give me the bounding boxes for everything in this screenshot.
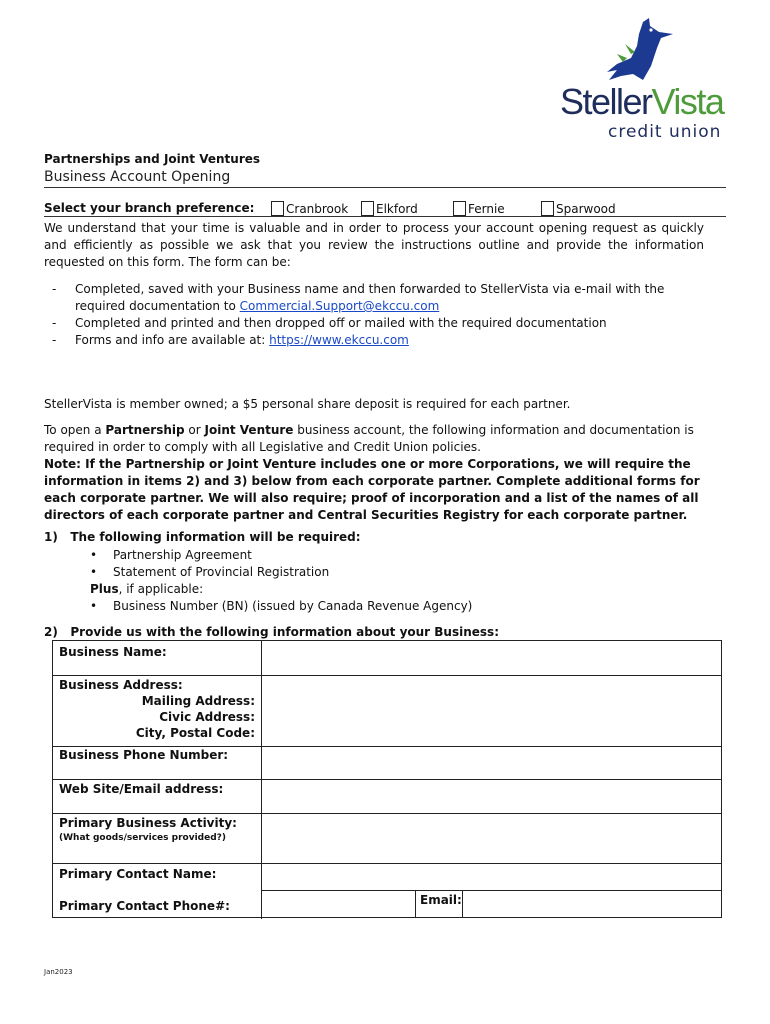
method-email-text: Completed, saved with your Business name and then forwarded to StellerVista via e-mail with the required documentation to bbox=[75, 282, 665, 313]
list-item bbox=[88, 564, 472, 581]
business-activity-field[interactable] bbox=[262, 814, 720, 862]
website-email-field[interactable] bbox=[262, 780, 720, 812]
branch-option-label: Elkford bbox=[376, 202, 418, 216]
doc-partnership-agreement: Partnership Agreement bbox=[113, 548, 252, 562]
jay-bird-icon bbox=[603, 18, 675, 80]
section-1-heading: 1) The following information will be required: bbox=[44, 530, 361, 544]
list-item bbox=[88, 547, 472, 564]
business-address-field[interactable] bbox=[262, 676, 720, 745]
business-name-field[interactable] bbox=[262, 642, 720, 674]
method-print-text: Completed and printed and then dropped off or mailed with the required documentation bbox=[75, 316, 607, 330]
website-link[interactable]: https://www.ekccu.com bbox=[269, 333, 409, 347]
title-divider bbox=[44, 187, 726, 188]
section-2-heading: 2) Provide us with the following information about your Business: bbox=[44, 625, 499, 639]
branch-option-elkford[interactable] bbox=[361, 201, 418, 216]
bullet-marker: • bbox=[90, 548, 98, 562]
list-item bbox=[44, 332, 684, 349]
doc-provincial-registration: Statement of Provincial Registration bbox=[113, 565, 330, 579]
checkbox[interactable] bbox=[361, 201, 374, 216]
contact-name-label: Primary Contact Name: bbox=[59, 867, 217, 881]
branch-option-label: Fernie bbox=[468, 202, 505, 216]
method-website-text: Forms and info are available at: bbox=[75, 333, 270, 347]
list-item bbox=[44, 281, 684, 315]
checkbox[interactable] bbox=[453, 201, 466, 216]
branch-option-cranbrook[interactable] bbox=[271, 201, 348, 216]
business-name-label: Business Name: bbox=[59, 645, 167, 659]
stellervista-logo bbox=[558, 18, 728, 142]
doc-business-number: Business Number (BN) (issued by Canada Revenue Agency) bbox=[113, 599, 473, 613]
branch-option-label: Cranbrook bbox=[286, 202, 349, 216]
column-divider bbox=[415, 890, 416, 918]
email-field[interactable] bbox=[463, 891, 720, 918]
branch-option-sparwood[interactable] bbox=[541, 201, 616, 216]
checkbox[interactable] bbox=[541, 201, 554, 216]
list-item bbox=[44, 315, 684, 332]
business-address-label: Business Address: bbox=[59, 678, 183, 692]
email-label: Email: bbox=[420, 893, 462, 907]
dash-marker: - bbox=[52, 316, 57, 330]
branch-option-fernie[interactable] bbox=[453, 201, 505, 216]
dash-marker: - bbox=[52, 282, 57, 296]
business-phone-field[interactable] bbox=[262, 747, 720, 778]
list-item bbox=[88, 598, 472, 615]
opening-requirements-paragraph bbox=[44, 422, 728, 456]
mailing-address-label: Mailing Address: bbox=[141, 694, 255, 708]
logo-word-steller: Steller bbox=[560, 81, 652, 122]
required-documents-list bbox=[88, 547, 472, 615]
support-email-link[interactable]: Commercial.Support@ekccu.com bbox=[239, 299, 440, 313]
submission-methods-list bbox=[44, 281, 684, 349]
joint-venture-term: Joint Venture bbox=[204, 423, 294, 437]
bullet-marker: • bbox=[90, 599, 98, 613]
document-title: Partnerships and Joint Ventures bbox=[44, 152, 261, 166]
plus-rest: , if applicable: bbox=[118, 582, 204, 596]
contact-phone-label: Primary Contact Phone#: bbox=[59, 899, 230, 913]
branch-option-label: Sparwood bbox=[556, 202, 616, 216]
business-phone-label: Business Phone Number: bbox=[59, 748, 229, 762]
checkbox[interactable] bbox=[271, 201, 284, 216]
text-run: To open a bbox=[44, 423, 106, 437]
branch-divider bbox=[44, 216, 726, 217]
dash-marker: - bbox=[52, 333, 57, 347]
member-share-note: StellerVista is member owned; a $5 personal share deposit is required for each partner. bbox=[44, 397, 571, 411]
logo-word-vista: Vista bbox=[651, 81, 724, 122]
contact-phone-field[interactable] bbox=[262, 891, 414, 918]
bullet-marker: • bbox=[90, 565, 98, 579]
plus-label: Plus bbox=[90, 582, 119, 596]
partnership-term: Partnership bbox=[105, 423, 185, 437]
website-email-label: Web Site/Email address: bbox=[59, 782, 224, 796]
branch-label: Select your branch preference: bbox=[44, 201, 255, 215]
civic-address-label: Civic Address: bbox=[159, 710, 255, 724]
plus-if-applicable bbox=[88, 581, 472, 598]
intro-paragraph: We understand that your time is valuable and in order to process your account opening request as quickly and efficiently as possible we ask that you review the instructions outline and provide the information requested on this form. The form can be: bbox=[44, 221, 704, 269]
contact-name-field[interactable] bbox=[262, 864, 720, 889]
document-subtitle: Business Account Opening bbox=[44, 169, 231, 185]
branch-preference-row bbox=[44, 201, 726, 217]
corporation-note: Note: If the Partnership or Joint Venture includes one or more Corporations, we will require the information in items 2) and 3) below from each corporate partner. Complete additional forms for each corporate partner. We will also require; proof of incorporation and a list of the names of all directors of each corporate partner and Central Securities Registry for each corporate partner. bbox=[44, 457, 700, 522]
business-activity-label: Primary Business Activity: bbox=[59, 816, 237, 830]
text-run: or bbox=[184, 423, 205, 437]
logo-tagline: credit union bbox=[608, 122, 722, 142]
text-run: business account, the following information and documentation is required in order to comply with all Legislative and Credit Union policies. bbox=[44, 423, 694, 454]
footer-revision-date: Jan2023 bbox=[44, 968, 73, 976]
city-postal-label: City, Postal Code: bbox=[135, 726, 255, 740]
business-activity-hint: (What goods/services provided?) bbox=[59, 833, 226, 843]
business-info-table bbox=[52, 640, 722, 918]
logo-wordmark bbox=[560, 81, 724, 122]
